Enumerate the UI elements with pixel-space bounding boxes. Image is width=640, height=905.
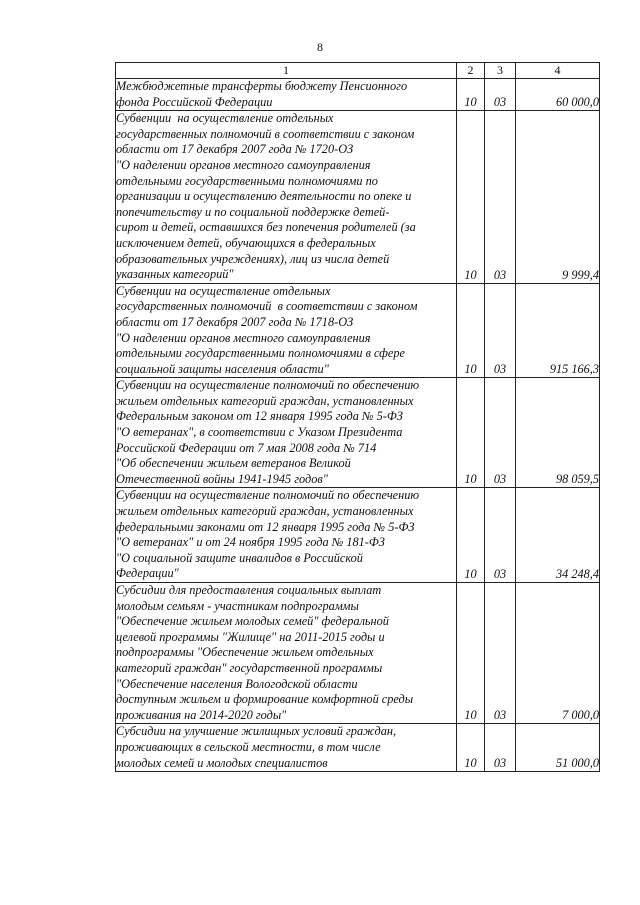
row-description [116,378,457,488]
budget-table [115,62,600,772]
description-line: фонда Российской Федерации [116,94,273,109]
page-number: 8 [317,40,323,54]
row-subsection-code: 03 [485,79,516,111]
table-row [116,488,600,583]
description-line: целевой программы "Жилище" на 2011-2015 годы и [116,629,385,644]
description-line: "О социальной защите инвалидов в Российской [116,550,363,565]
table-row [116,79,600,111]
description-line: Субвенции на осуществление отдельных [116,283,331,298]
description-line: "О ветеранах" и от 24 ноября 1995 года № 181-ФЗ [116,535,385,550]
row-section-code: 10 [457,488,485,583]
description-line: Субвенции на осуществление полномочий по обеспечению [116,488,420,503]
row-description [116,111,457,284]
row-section-code: 10 [457,79,485,111]
description-line: проживающих в сельской местности, в том числе [116,739,381,754]
table-row [116,583,600,724]
description-line: государственных полномочий в соответствии с законом [116,126,415,141]
row-section-code: 10 [457,283,485,378]
description-line: проживания на 2014-2020 годы" [116,707,287,722]
row-amount: 915 166,3 [516,283,600,378]
description-line: попечительству и по социальной поддержке детей- [116,204,390,219]
description-line: Субвенции на осуществление полномочий по обеспечению [116,378,420,393]
description-line: "Об обеспечении жильем ветеранов Великой [116,456,351,471]
header-col-4: 4 [516,63,600,79]
row-subsection-code: 03 [485,111,516,284]
description-line: Субсидии для предоставления социальных выплат [116,583,382,597]
description-line: отдельными государственными полномочиями по [116,173,378,188]
table-row [116,724,600,772]
description-line: молодых семей и молодых специалистов [116,755,328,770]
row-amount: 60 000,0 [516,79,600,111]
row-subsection-code: 03 [485,583,516,724]
row-description [116,724,457,772]
description-line: Межбюджетные трансферты бюджету Пенсионного [116,79,408,93]
row-description [116,283,457,378]
row-subsection-code: 03 [485,488,516,583]
description-line: Российской Федерации от 7 мая 2008 года № 714 [116,440,377,455]
header-col-1: 1 [116,63,457,79]
description-line: "О ветеранах", в соответствии с Указом Президента [116,425,403,440]
description-line: Субвенции на осуществление отдельных [116,111,334,126]
row-description [116,79,457,111]
row-subsection-code: 03 [485,378,516,488]
description-line: организации и осуществлению деятельности по опеке и [116,189,412,204]
table-row [116,283,600,378]
description-line: Отечественной войны 1941-1945 годов" [116,471,328,486]
description-line: федеральными законами от 12 января 1995 года № 5-ФЗ [116,519,415,534]
description-line: Субсидии на улучшение жилищных условий граждан, [116,724,397,739]
description-line: сирот и детей, оставшихся без попечения родителей (за [116,220,416,235]
row-description [116,488,457,583]
header-col-2: 2 [457,63,485,79]
row-subsection-code: 03 [485,724,516,772]
description-line: отдельными государственными полномочиями в сфере [116,346,405,361]
row-amount: 9 999,4 [516,111,600,284]
description-line: доступным жильем и формирование комфортной среды [116,692,414,707]
description-line: социальной защиты населения области" [116,361,329,376]
table-row [116,111,600,284]
row-amount: 51 000,0 [516,724,600,772]
description-line: исключением детей, обучающихся в федеральных [116,235,376,250]
row-section-code: 10 [457,378,485,488]
description-line: жильем отдельных категорий граждан, установленных [116,393,414,408]
row-amount: 98 059,5 [516,378,600,488]
description-line: подпрограммы "Обеспечение жильем отдельных [116,645,374,660]
description-line: жильем отдельных категорий граждан, установленных [116,504,414,519]
description-line: категорий граждан" государственной программы [116,660,383,675]
row-amount: 7 000,0 [516,583,600,724]
description-line: указанных категорий" [116,267,234,282]
description-line: "О наделении органов местного самоуправления [116,157,371,172]
description-line: области от 17 декабря 2007 года № 1718-ОЗ [116,314,354,329]
description-line: Федеральным законом от 12 января 1995 года № 5-ФЗ [116,409,403,424]
row-amount: 34 248,4 [516,488,600,583]
description-line: Федерации" [116,566,179,581]
description-line: молодым семьям - участникам подпрограммы [116,598,359,613]
row-section-code: 10 [457,111,485,284]
description-line: образовательных учреждениях), лиц из числа детей [116,251,390,266]
row-subsection-code: 03 [485,283,516,378]
row-description [116,583,457,724]
table-row [116,378,600,488]
description-line: государственных полномочий в соответствии с законом [116,299,418,314]
description-line: "Обеспечение населения Вологодской области [116,676,358,691]
row-section-code: 10 [457,583,485,724]
row-section-code: 10 [457,724,485,772]
description-line: области от 17 декабря 2007 года № 1720-ОЗ [116,142,354,157]
description-line: "О наделении органов местного самоуправления [116,330,371,345]
header-row [116,63,600,79]
header-col-3: 3 [485,63,516,79]
description-line: "Обеспечение жильем молодых семей" федеральной [116,614,389,629]
